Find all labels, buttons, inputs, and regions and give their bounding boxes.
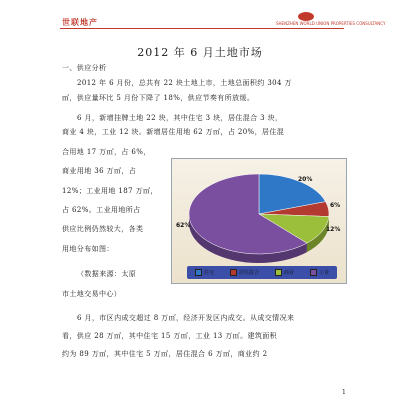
body-line: 看，供应 28 万㎡，其中住宅 15 万㎡，工业 13 万㎡。建筑面积 [62, 332, 278, 340]
section-heading: 一、供应分析 [62, 64, 107, 72]
legend-label: 居住混合 [238, 270, 259, 276]
page-number: 1 [342, 389, 346, 396]
legend-swatch [230, 269, 237, 276]
body-line: 合用地 17 万㎡，占 6%， [62, 148, 151, 156]
legend-item [195, 269, 214, 276]
body-line: 占 62%。工业用地所占 [62, 206, 141, 214]
header-rule [60, 28, 344, 29]
page-title: 2012 年 6 月土地市场 [137, 46, 263, 59]
body-line: 12%；工业用地 187 万㎡， [62, 187, 158, 195]
body-line: ㎡，供应量环比 5 月份下降了 18%，供应节奏有所放缓。 [62, 94, 255, 102]
legend-item [310, 269, 329, 276]
page-header-right: SHENZHEN WORLD UNION PROPERTIES CONSULTANCY [276, 21, 386, 26]
legend-label: 商业 [283, 270, 294, 276]
legend-swatch [195, 269, 202, 276]
chart-label-mixed: 6% [330, 202, 341, 209]
company-logo [298, 12, 314, 21]
chart-label-residential: 20% [298, 176, 313, 183]
body-line: 商业用地 36 万㎡，占 [62, 167, 137, 175]
legend-label: 住宅 [203, 270, 214, 276]
data-source-line: （数据来源：太原 [77, 270, 137, 278]
legend-swatch [275, 269, 282, 276]
legend-item [275, 269, 294, 276]
body-line: 约为 89 万㎡，其中住宅 5 万㎡，居住混合 6 万㎡，商业约 2 [62, 350, 268, 358]
chart-label-industrial: 62% [176, 222, 191, 229]
body-line: 供应比例仍然较大，各类 [62, 225, 144, 233]
body-line: 商业 4 块，工业 12 块。新增居住用地 62 万㎡，占 20%，居住混 [62, 128, 285, 136]
body-line: 用地分布如图： [62, 245, 114, 253]
legend-label: 工业 [318, 270, 329, 276]
chart-label-commercial: 12% [326, 226, 341, 233]
body-line: 6 月，市区内成交超过 8 万㎡，经济开发区内成交。从成交情况来 [77, 314, 295, 322]
legend-swatch [310, 269, 317, 276]
legend-item [230, 269, 259, 276]
body-line: 2012 年 6 月份，总共有 22 块土地上市，土地总面积约 304 万 [77, 79, 292, 87]
chart-legend [187, 266, 337, 279]
body-line: 6 月，新增挂牌土地 22 块，其中住宅 3 块，居住混合 3 块， [77, 114, 283, 122]
page-header-left: 世联地产 [62, 18, 98, 27]
data-source-line: 市土地交易中心） [62, 290, 122, 298]
